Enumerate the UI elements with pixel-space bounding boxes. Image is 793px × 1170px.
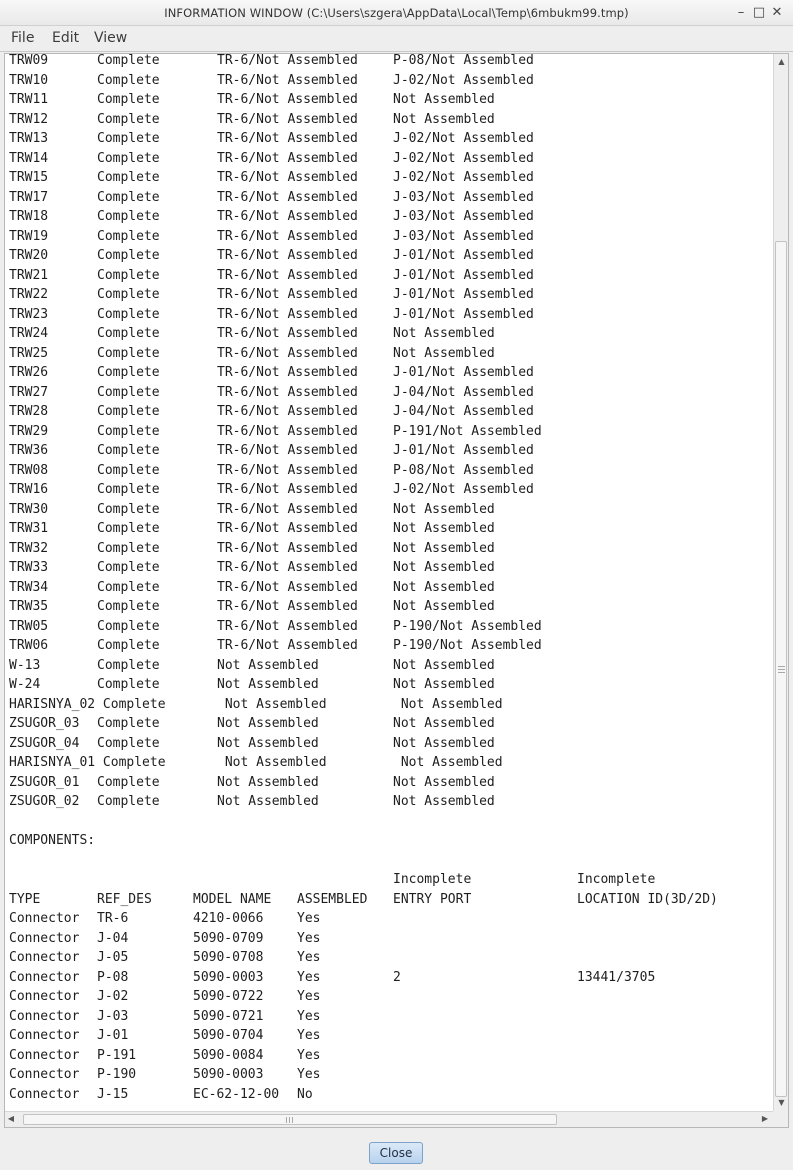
wire-row-cell: Not Assembled xyxy=(217,755,327,770)
wire-row-cell: TRW18 xyxy=(9,209,49,224)
wire-row-cell: Not Assembled xyxy=(217,774,319,790)
wire-row-cell: TRW26 xyxy=(9,365,49,380)
menu-bar xyxy=(0,26,793,52)
component-row-cell: Yes xyxy=(297,950,321,965)
component-row-cell: Yes xyxy=(297,989,321,1004)
wire-row-cell: TRW33 xyxy=(9,560,49,575)
wire-row-cell: Not Assembled xyxy=(393,677,495,692)
wire-row-cell: TRW14 xyxy=(9,150,49,166)
wire-row-cell: TR-6/Not Assembled xyxy=(217,521,358,536)
wire-row-cell: TR-6/Not Assembled xyxy=(217,501,358,517)
component-row-cell: 5090-0721 xyxy=(193,1008,264,1024)
component-row-cell: 13441/3705 xyxy=(577,969,656,985)
horizontal-scrollbar[interactable] xyxy=(5,1111,774,1127)
wire-row-cell: J-01/Not Assembled xyxy=(393,365,534,380)
wire-row-cell: Complete xyxy=(97,599,160,614)
menu-edit[interactable]: Edit xyxy=(52,30,80,46)
wire-row-cell: Not Assembled xyxy=(393,92,495,107)
wire-row-cell: TR-6/Not Assembled xyxy=(217,540,358,556)
wire-row-cell: TRW09 xyxy=(9,54,49,68)
wire-row-cell: Not Assembled xyxy=(393,755,503,770)
minimize-icon[interactable]: – xyxy=(737,5,745,20)
wire-row-cell: Complete xyxy=(97,716,160,731)
component-row-cell: Yes xyxy=(297,1028,321,1043)
wire-row-cell: J-02/Not Assembled xyxy=(393,170,534,185)
wire-row-cell: TR-6/Not Assembled xyxy=(217,599,358,614)
wire-row-cell: Complete xyxy=(97,170,160,185)
wire-row-cell: Complete xyxy=(97,228,160,244)
wire-row-cell: Complete xyxy=(97,638,160,653)
wire-row-cell: Not Assembled xyxy=(393,326,495,341)
component-row-cell: Yes xyxy=(297,930,321,946)
wire-row-cell: Not Assembled xyxy=(393,716,495,731)
wire-row-cell: TR-6/Not Assembled xyxy=(217,248,358,263)
wire-row-cell: Complete xyxy=(97,735,160,751)
component-row-cell: Connector xyxy=(9,1028,80,1043)
component-row-cell: P-191 xyxy=(97,1047,137,1063)
component-row-cell: Connector xyxy=(9,1008,80,1024)
wire-row-cell: Not Assembled xyxy=(393,657,495,673)
component-row-cell: Connector xyxy=(9,911,80,926)
wire-row-cell: Not Assembled xyxy=(393,696,503,712)
component-row-cell: Connector xyxy=(9,930,80,946)
window-title: INFORMATION WINDOW (C:\Users\szgera\AppData\Local\Temp\6mbukm99.tmp) xyxy=(164,6,629,20)
component-row-cell: J-15 xyxy=(97,1086,129,1102)
wire-row-cell: Complete xyxy=(97,384,160,400)
wire-row-cell: TRW25 xyxy=(9,345,49,361)
close-button[interactable]: Close xyxy=(369,1142,423,1164)
component-row-cell: TR-6 xyxy=(97,911,129,926)
wire-row-cell: TR-6/Not Assembled xyxy=(217,72,358,88)
wire-row-cell: Complete xyxy=(97,657,160,673)
wire-row-cell: Complete xyxy=(97,92,160,107)
wire-row-cell: J-01/Not Assembled xyxy=(393,443,534,458)
wire-row-cell: TRW17 xyxy=(9,189,49,205)
wire-row-cell: P-191/Not Assembled xyxy=(393,423,542,439)
wire-row-cell: TR-6/Not Assembled xyxy=(217,365,358,380)
wire-row-cell: Not Assembled xyxy=(393,111,495,127)
wire-row-cell: TR-6/Not Assembled xyxy=(217,326,358,341)
wire-row-cell: TR-6/Not Assembled xyxy=(217,306,358,322)
component-row-cell: Yes xyxy=(297,1008,321,1024)
component-row-cell: 5090-0704 xyxy=(193,1028,264,1043)
wire-row-cell: P-08/Not Assembled xyxy=(393,462,534,478)
wire-row-cell: J-02/Not Assembled xyxy=(393,150,534,166)
components-header-cell: ASSEMBLED xyxy=(297,891,368,907)
wire-row-cell: W-13 xyxy=(9,657,41,673)
info-panel xyxy=(4,53,789,1128)
wire-row-cell: HARISNYA_02 Complete xyxy=(9,696,166,712)
wire-row-cell: Complete xyxy=(97,618,160,634)
wire-row-cell: W-24 xyxy=(9,677,41,692)
components-header-cell: REF_DES xyxy=(97,891,152,907)
component-row-cell: 5090-0722 xyxy=(193,989,264,1004)
component-row-cell: Connector xyxy=(9,950,80,965)
wire-row-cell: TR-6/Not Assembled xyxy=(217,384,358,400)
wire-row-cell: Complete xyxy=(97,267,160,283)
wire-row-cell: TRW23 xyxy=(9,306,49,322)
component-row-cell: J-04 xyxy=(97,930,129,946)
wire-row-cell: TRW36 xyxy=(9,443,49,458)
wire-row-cell: ZSUGOR_02 xyxy=(9,794,80,809)
wire-row-cell: Complete xyxy=(97,794,160,809)
wire-row-cell: J-01/Not Assembled xyxy=(393,306,534,322)
wire-row-cell: Complete xyxy=(97,365,160,380)
wire-row-cell: TR-6/Not Assembled xyxy=(217,423,358,439)
wire-row-cell: Complete xyxy=(97,306,160,322)
wire-row-cell: J-01/Not Assembled xyxy=(393,267,534,283)
component-row-cell: EC-62-12-00 xyxy=(193,1086,280,1102)
wire-row-cell: Complete xyxy=(97,501,160,517)
wire-row-cell: TRW29 xyxy=(9,423,49,439)
wire-row-cell: TR-6/Not Assembled xyxy=(217,482,358,497)
wire-row-cell: Complete xyxy=(97,540,160,556)
wire-row-cell: Not Assembled xyxy=(393,560,495,575)
close-icon[interactable]: ✕ xyxy=(771,5,783,20)
wire-row-cell: TRW24 xyxy=(9,326,49,341)
wire-row-cell: TRW27 xyxy=(9,384,49,400)
wire-row-cell: TRW19 xyxy=(9,228,49,244)
wire-row-cell: Not Assembled xyxy=(217,696,327,712)
component-row-cell: J-03 xyxy=(97,1008,129,1024)
wire-row-cell: J-04/Not Assembled xyxy=(393,384,534,400)
menu-view[interactable]: View xyxy=(94,30,128,46)
component-row-cell: No xyxy=(297,1086,313,1102)
component-row-cell: Yes xyxy=(297,911,321,926)
wire-row-cell: TRW21 xyxy=(9,267,49,283)
wire-row-cell: Complete xyxy=(97,111,160,127)
title-bar[interactable] xyxy=(0,0,793,26)
component-row-cell: 5090-0709 xyxy=(193,930,264,946)
wire-row-cell: TR-6/Not Assembled xyxy=(217,209,358,224)
wire-row-cell: Not Assembled xyxy=(217,716,319,731)
scroll-down-icon[interactable]: ▼ xyxy=(778,1098,785,1107)
wire-row-cell: ZSUGOR_01 xyxy=(9,774,80,790)
wire-row-cell: Complete xyxy=(97,248,160,263)
wire-row-cell: TR-6/Not Assembled xyxy=(217,287,358,302)
component-row-cell: Yes xyxy=(297,969,321,985)
wire-row-cell: TR-6/Not Assembled xyxy=(217,443,358,458)
wire-row-cell: Complete xyxy=(97,150,160,166)
wire-row-cell: J-02/Not Assembled xyxy=(393,131,534,146)
wire-row-cell: Complete xyxy=(97,404,160,419)
wire-row-cell: Not Assembled xyxy=(217,735,319,751)
component-row-cell: Connector xyxy=(9,989,80,1004)
wire-row-cell: Complete xyxy=(97,579,160,595)
wire-row-cell: TR-6/Not Assembled xyxy=(217,54,358,68)
wire-row-cell: P-190/Not Assembled xyxy=(393,618,542,634)
scroll-corner xyxy=(773,1111,788,1127)
wire-row-cell: Not Assembled xyxy=(217,657,319,673)
component-row-cell: Connector xyxy=(9,1047,80,1063)
wire-row-cell: TRW06 xyxy=(9,638,49,653)
wire-row-cell: Complete xyxy=(97,287,160,302)
wire-row-cell: TR-6/Not Assembled xyxy=(217,618,358,634)
wire-row-cell: Not Assembled xyxy=(393,599,495,614)
wire-row-cell: TR-6/Not Assembled xyxy=(217,150,358,166)
wire-row-cell: J-01/Not Assembled xyxy=(393,248,534,263)
wire-row-cell: Not Assembled xyxy=(393,501,495,517)
wire-row-cell: TRW12 xyxy=(9,111,49,127)
wire-row-cell: TR-6/Not Assembled xyxy=(217,111,358,127)
wire-row-cell: Complete xyxy=(97,209,160,224)
component-row-cell: J-05 xyxy=(97,950,129,965)
wire-row-cell: TR-6/Not Assembled xyxy=(217,267,358,283)
wire-row-cell: TR-6/Not Assembled xyxy=(217,579,358,595)
menu-file[interactable]: File xyxy=(11,30,35,46)
horizontal-scroll-thumb[interactable] xyxy=(23,1114,557,1125)
info-text-area[interactable] xyxy=(5,54,774,1112)
component-row-cell: J-02 xyxy=(97,989,129,1004)
components-header-cell: ENTRY PORT xyxy=(393,891,472,907)
wire-row-cell: ZSUGOR_04 xyxy=(9,735,80,751)
wire-row-cell: TRW22 xyxy=(9,287,49,302)
components-header-top-cell: Incomplete xyxy=(393,872,472,887)
wire-row-cell: J-04/Not Assembled xyxy=(393,404,534,419)
wire-row-cell: TRW11 xyxy=(9,92,49,107)
wire-row-cell: P-08/Not Assembled xyxy=(393,54,534,68)
wire-row-cell: Not Assembled xyxy=(393,774,495,790)
wire-row-cell: J-03/Not Assembled xyxy=(393,228,534,244)
wire-row-cell: Complete xyxy=(97,443,160,458)
wire-row-cell: Complete xyxy=(97,423,160,439)
wire-row-cell: TR-6/Not Assembled xyxy=(217,345,358,361)
wire-row-cell: Not Assembled xyxy=(393,794,495,809)
wire-row-cell: Complete xyxy=(97,677,160,692)
component-row-cell: 2 xyxy=(393,969,401,985)
wire-row-cell: Complete xyxy=(97,189,160,205)
component-row-cell: Connector xyxy=(9,1086,80,1102)
wire-row-cell: J-01/Not Assembled xyxy=(393,287,534,302)
wire-row-cell: TRW35 xyxy=(9,599,49,614)
wire-row-cell: ZSUGOR_03 xyxy=(9,716,80,731)
wire-row-cell: Complete xyxy=(97,521,160,536)
wire-row-cell: Complete xyxy=(97,326,160,341)
wire-row-cell: Complete xyxy=(97,72,160,88)
vertical-scroll-thumb[interactable] xyxy=(775,241,787,1097)
components-header-cell: TYPE xyxy=(9,891,41,907)
scroll-right-icon[interactable]: ▶ xyxy=(761,1114,769,1123)
component-row-cell: 5090-0084 xyxy=(193,1047,264,1063)
component-row-cell: Yes xyxy=(297,1067,321,1082)
component-row-cell: 5090-0003 xyxy=(193,969,264,985)
wire-row-cell: HARISNYA_01 Complete xyxy=(9,755,166,770)
wire-row-cell: Complete xyxy=(97,131,160,146)
wire-row-cell: Not Assembled xyxy=(393,579,495,595)
wire-row-cell: TRW28 xyxy=(9,404,49,419)
wire-row-cell: TR-6/Not Assembled xyxy=(217,462,358,478)
wire-row-cell: Complete xyxy=(97,560,160,575)
components-header-top-cell: Incomplete xyxy=(577,872,656,887)
components-heading-text: COMPONENTS: xyxy=(9,833,96,848)
wire-row-cell: Not Assembled xyxy=(393,345,495,361)
wire-row-cell: TRW32 xyxy=(9,540,49,556)
wire-row-cell: TRW10 xyxy=(9,72,49,88)
wire-row-cell: TR-6/Not Assembled xyxy=(217,638,358,653)
wire-row-cell: Not Assembled xyxy=(393,521,495,536)
wire-row-cell: TR-6/Not Assembled xyxy=(217,131,358,146)
component-row-cell: J-01 xyxy=(97,1028,129,1043)
scroll-up-icon[interactable]: ▲ xyxy=(778,57,785,66)
wire-row-cell: TRW15 xyxy=(9,170,49,185)
wire-row-cell: Complete xyxy=(97,462,160,478)
wire-row-cell: P-190/Not Assembled xyxy=(393,638,542,653)
component-row-cell: Connector xyxy=(9,1067,80,1082)
components-header-cell: MODEL NAME xyxy=(193,891,272,907)
component-row-cell: Yes xyxy=(297,1047,321,1063)
wire-row-cell: Complete xyxy=(97,54,160,68)
wire-row-cell: J-02/Not Assembled xyxy=(393,72,534,88)
components-header-cell: LOCATION ID(3D/2D) xyxy=(577,891,718,907)
wire-row-cell: J-02/Not Assembled xyxy=(393,482,534,497)
wire-row-cell: Not Assembled xyxy=(217,794,319,809)
vertical-scrollbar[interactable] xyxy=(773,54,788,1112)
wire-row-cell: TR-6/Not Assembled xyxy=(217,404,358,419)
wire-row-cell: TRW05 xyxy=(9,618,49,634)
component-row-cell: P-190 xyxy=(97,1067,137,1082)
wire-row-cell: J-03/Not Assembled xyxy=(393,189,534,205)
wire-row-cell: TRW13 xyxy=(9,131,49,146)
component-row-cell: 4210-0066 xyxy=(193,911,264,926)
wire-row-cell: Not Assembled xyxy=(393,540,495,556)
component-row-cell: P-08 xyxy=(97,969,129,985)
wire-row-cell: TRW08 xyxy=(9,462,49,478)
wire-row-cell: TR-6/Not Assembled xyxy=(217,92,358,107)
wire-row-cell: TRW34 xyxy=(9,579,49,595)
scroll-left-icon[interactable]: ◀ xyxy=(7,1114,15,1123)
wire-row-cell: TR-6/Not Assembled xyxy=(217,189,358,205)
wire-row-cell: TR-6/Not Assembled xyxy=(217,228,358,244)
wire-row-cell: Complete xyxy=(97,345,160,361)
wire-row-cell: Complete xyxy=(97,482,160,497)
wire-row-cell: TRW16 xyxy=(9,482,49,497)
wire-row-cell: TRW20 xyxy=(9,248,49,263)
wire-row-cell: Not Assembled xyxy=(217,677,319,692)
component-row-cell: 5090-0003 xyxy=(193,1067,264,1082)
wire-row-cell: TRW30 xyxy=(9,501,49,517)
wire-row-cell: J-03/Not Assembled xyxy=(393,209,534,224)
wire-row-cell: TR-6/Not Assembled xyxy=(217,170,358,185)
wire-row-cell: TR-6/Not Assembled xyxy=(217,560,358,575)
wire-row-cell: TRW31 xyxy=(9,521,49,536)
component-row-cell: 5090-0708 xyxy=(193,950,264,965)
wire-row-cell: Complete xyxy=(97,774,160,790)
wire-row-cell: Not Assembled xyxy=(393,735,495,751)
maximize-icon[interactable]: □ xyxy=(752,5,766,20)
component-row-cell: Connector xyxy=(9,969,80,985)
